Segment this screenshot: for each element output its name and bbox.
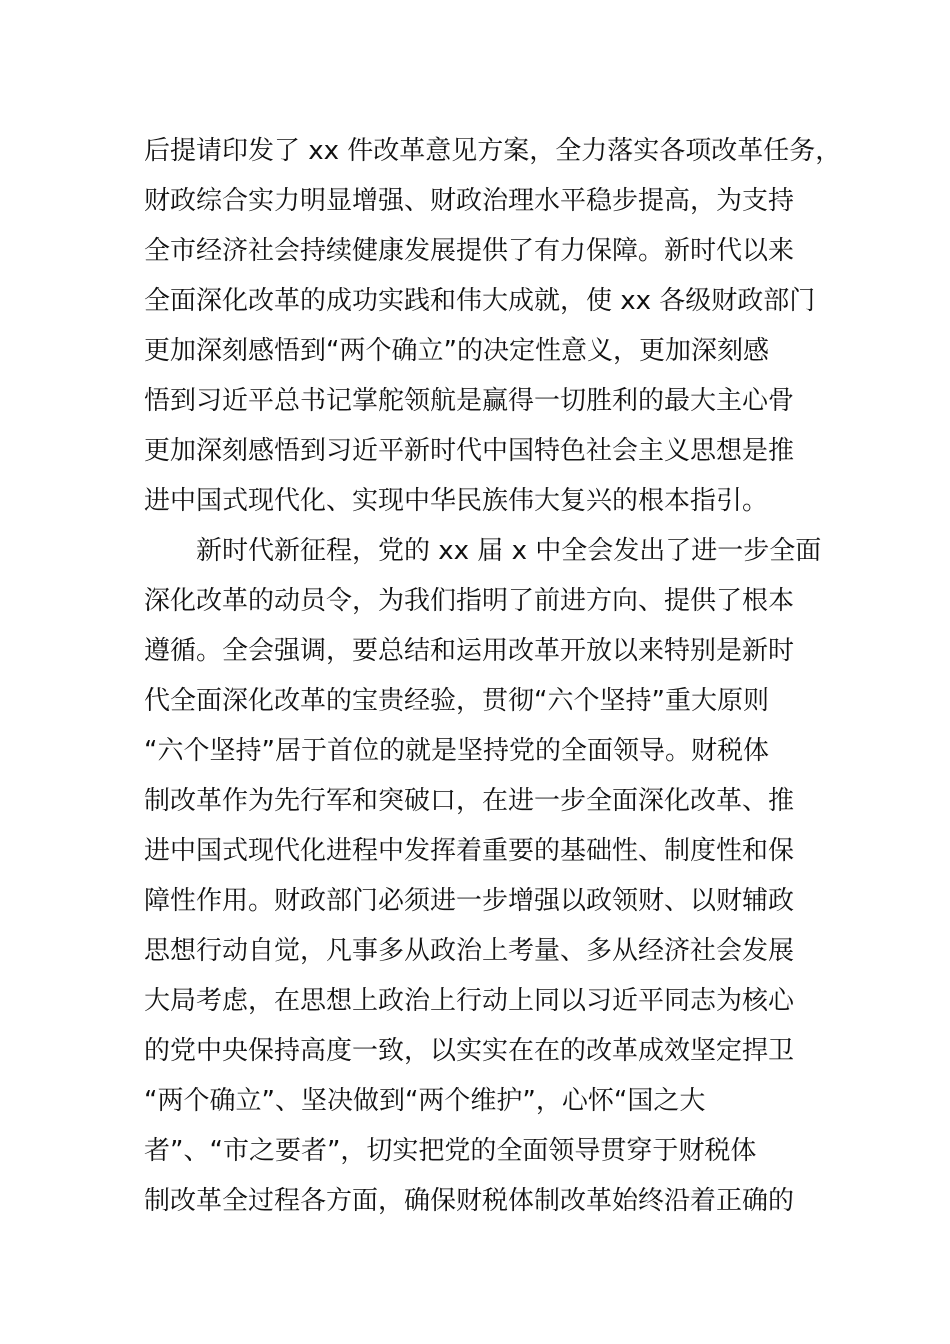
text-line: 进中国式现代化、实现中华民族伟大复兴的根本指引。 (144, 486, 769, 516)
text-line: 深化改革的动员令，为我们指明了前进方向、提供了根本 (144, 586, 795, 616)
text-line: 后提请印发了 xx 件改革意见方案，全力落实各项改革任务， (144, 136, 842, 166)
text-line: 制改革全过程各方面，确保财税体制改革始终沿着正确的 (144, 1186, 795, 1216)
text-line: 财政综合实力明显增强、财政治理水平稳步提高，为支持 (144, 186, 795, 216)
text-line: 悟到习近平总书记掌舵领航是赢得一切胜利的最大主心骨 (144, 386, 795, 416)
text-line: “六个坚持”居于首位的就是坚持党的全面领导。财税体 (144, 736, 769, 766)
text-line: 的党中央保持高度一致，以实实在在的改革成效坚定捍卫 (144, 1036, 795, 1066)
text-line: 代全面深化改革的宝贵经验，贯彻“六个坚持”重大原则 (144, 686, 769, 716)
paragraph-start-line: 新时代新征程，党的 xx 届 x 中全会发出了进一步全面 (196, 536, 822, 566)
text-line: 全市经济社会持续健康发展提供了有力保障。新时代以来 (144, 236, 795, 266)
text-line: 进中国式现代化进程中发挥着重要的基础性、制度性和保 (144, 836, 795, 866)
text-line: 思想行动自觉，凡事多从政治上考量、多从经济社会发展 (144, 936, 795, 966)
text-line: 遵循。全会强调，要总结和运用改革开放以来特别是新时 (144, 636, 795, 666)
text-line: 全面深化改革的成功实践和伟大成就，使 xx 各级财政部门 (144, 286, 816, 316)
body-text (144, 126, 842, 1226)
text-line: 者”、“市之要者”，切实把党的全面领导贯穿于财税体 (144, 1136, 757, 1166)
text-line: 制改革作为先行军和突破口，在进一步全面深化改革、推 (144, 786, 795, 816)
text-line: 更加深刻感悟到“两个确立”的决定性意义，更加深刻感 (144, 336, 769, 366)
text-line: 障性作用。财政部门必须进一步增强以政领财、以财辅政 (144, 886, 795, 916)
text-line: 大局考虑，在思想上政治上行动上同以习近平同志为核心 (144, 986, 795, 1016)
text-line: 更加深刻感悟到习近平新时代中国特色社会主义思想是推 (144, 436, 795, 466)
text-line: “两个确立”、坚决做到“两个维护”，心怀“国之大 (144, 1086, 706, 1116)
